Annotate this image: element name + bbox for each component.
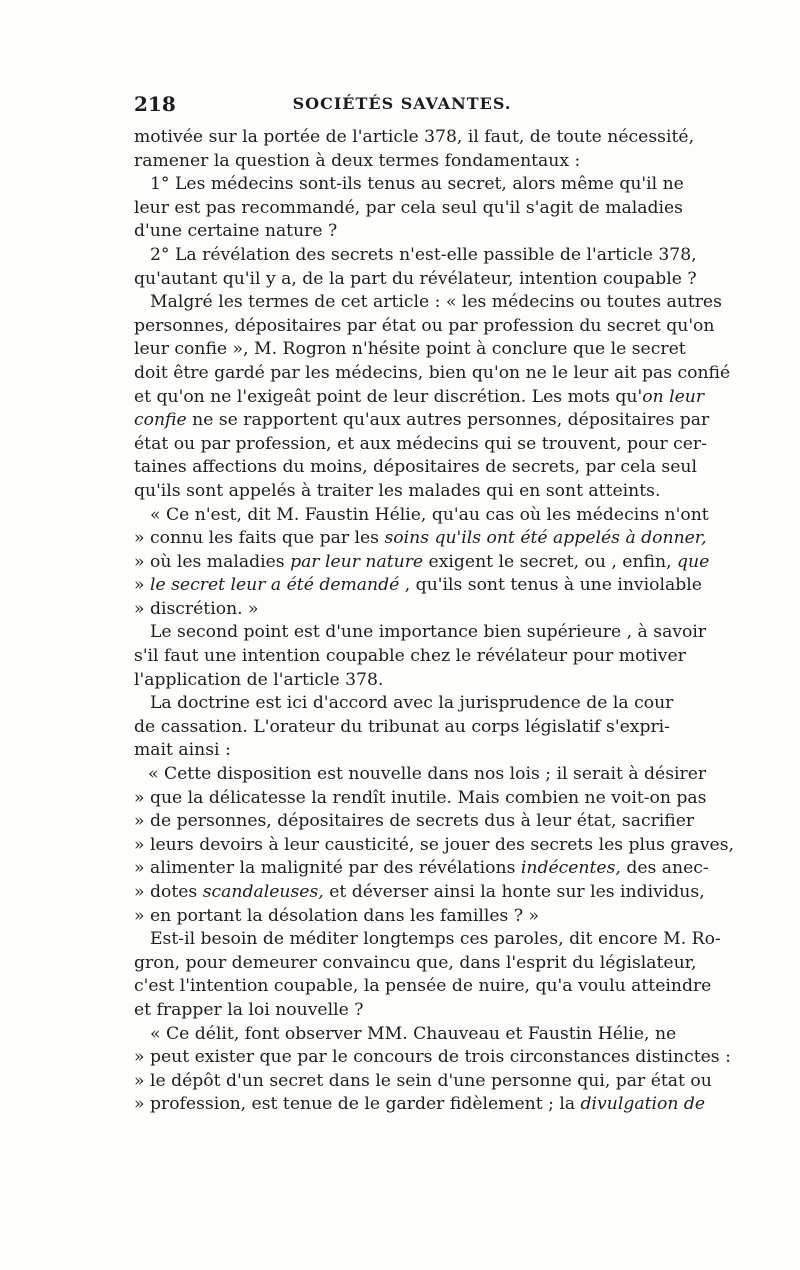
text-segment: l'application de l'article 378. <box>134 669 384 690</box>
page-number: 218 <box>134 92 176 116</box>
italic-text: divulgation de <box>580 1094 706 1115</box>
text-segment: Est-il besoin de méditer longtemps ces paroles, dit encore M. Ro- <box>150 929 721 950</box>
text-segment: état ou par profession, et aux médecins qui se trouvent, pour cer- <box>134 433 707 454</box>
text-segment: » de personnes, dépositaires de secrets dus à leur état, sacrifier <box>134 811 695 832</box>
text-segment: » en portant la désolation dans les familles ? » <box>134 905 540 926</box>
text-segment: Le second point est d'une importance bien supérieure , à savoir <box>150 622 707 643</box>
text-line <box>134 574 702 598</box>
text-line <box>134 1070 712 1094</box>
text-segment: » alimenter la malignité par des révélations <box>134 858 521 879</box>
text-segment: 2° La révélation des secrets n'est-elle passible de l'article 378, <box>150 244 697 265</box>
text-segment: de cassation. L'orateur du tribunat au corps législatif s'expri- <box>134 716 670 737</box>
text-line <box>134 857 709 881</box>
text-segment: « Ce n'est, dit M. Faustin Hélie, qu'au cas où les médecins n'ont <box>150 504 709 525</box>
text-segment: doit être gardé par les médecins, bien qu'on ne le leur ait pas confié <box>134 362 731 383</box>
text-segment: ne se rapportent qu'aux autres personnes, dépositaires par <box>186 410 710 431</box>
text-segment: exigent le secret, ou , enfin, <box>423 551 678 572</box>
text-segment: c'est l'intention coupable, la pensée de nuire, qu'a voulu atteindre <box>134 976 712 997</box>
text-line <box>134 975 712 999</box>
text-segment: » dotes <box>134 882 203 902</box>
text-segment: » <box>134 575 150 596</box>
text-line <box>134 834 735 858</box>
text-line <box>134 315 715 339</box>
text-segment: » profession, est tenue de le garder fidèlement ; la <box>134 1094 581 1115</box>
text-segment: et qu'on ne l'exigeât point de leur discrétion. Les mots qu' <box>134 386 643 407</box>
text-line <box>134 669 670 693</box>
text-line <box>134 1046 731 1070</box>
text-segment: Malgré les termes de cet article : « les médecins ou toutes autres <box>150 292 722 313</box>
text-line <box>134 739 670 763</box>
text-line <box>134 362 731 386</box>
text-line <box>134 999 670 1023</box>
text-line <box>134 150 670 174</box>
text-line <box>134 291 722 315</box>
text-line <box>134 244 697 268</box>
italic-text: on leur <box>642 386 705 407</box>
text-segment: » leurs devoirs à leur causticité, se jouer des secrets les plus graves, <box>134 834 735 855</box>
text-segment: leur est pas recommandé, par cela seul qu'il s'agit de maladies <box>134 197 683 218</box>
italic-text: soins qu'ils ont été appelés à donner, <box>384 528 707 549</box>
italic-text: par leur nature <box>290 551 424 572</box>
text-line <box>134 386 705 410</box>
text-segment: gron, pour demeurer convaincu que, dans l'esprit du législateur, <box>134 952 697 973</box>
text-line <box>134 480 670 504</box>
text-segment: « Cette disposition est nouvelle dans nos lois ; il serait à désirer <box>148 764 707 785</box>
text-segment: qu'autant qu'il y a, de la part du révélateur, intention coupable ? <box>134 268 697 289</box>
italic-text: scandaleuses, <box>202 882 324 902</box>
text-line <box>134 409 710 433</box>
text-line <box>134 1093 706 1117</box>
text-line <box>134 527 707 551</box>
text-line <box>134 220 670 244</box>
body-text <box>134 126 735 1117</box>
text-segment: des anec- <box>620 858 709 879</box>
text-segment: » peut exister que par le concours de trois circonstances distinctes : <box>134 1047 731 1068</box>
text-line <box>134 598 670 622</box>
text-line <box>134 456 697 480</box>
text-line <box>134 716 670 740</box>
text-line <box>134 126 695 150</box>
text-line <box>134 268 697 292</box>
text-line <box>134 881 705 905</box>
text-line <box>134 621 707 645</box>
text-segment: » que la délicatesse la rendît inutile. Mais combien ne voit-on pas <box>134 787 707 808</box>
text-segment: personnes, dépositaires par état ou par profession du secret qu'on <box>134 315 715 336</box>
text-segment: qu'ils sont appelés à traiter les malades qui en sont atteints. <box>134 480 661 501</box>
italic-text: que <box>677 551 710 572</box>
text-segment: mait ainsi : <box>134 740 231 761</box>
text-line <box>134 551 710 575</box>
text-line <box>134 645 686 669</box>
text-segment: » où les maladies <box>134 551 291 572</box>
page-header <box>134 92 670 122</box>
text-line <box>134 692 674 716</box>
text-segment: leur confie », M. Rogron n'hésite point à conclure que le secret <box>134 339 686 360</box>
text-segment: La doctrine est ici d'accord avec la jurisprudence de la cour <box>150 693 674 714</box>
text-line <box>134 905 670 929</box>
text-segment: taines affections du moins, dépositaires de secrets, par cela seul <box>134 457 697 478</box>
text-line <box>134 1023 677 1047</box>
text-segment: et frapper la loi nouvelle ? <box>134 999 364 1020</box>
text-line <box>134 433 707 457</box>
text-line <box>134 810 695 834</box>
text-line <box>134 504 709 528</box>
text-line <box>134 173 684 197</box>
text-line <box>134 197 683 221</box>
text-segment: , qu'ils sont tenus à une inviolable <box>399 575 702 596</box>
italic-text: indécentes, <box>520 858 621 879</box>
text-segment: » connu les faits que par les <box>134 528 385 549</box>
text-segment: « Ce délit, font observer MM. Chauveau et Faustin Hélie, ne <box>150 1023 677 1044</box>
text-line <box>134 763 707 787</box>
italic-text: le secret leur a été demandé <box>149 575 400 596</box>
italic-text: confie <box>134 410 187 431</box>
text-line <box>134 952 697 976</box>
text-line <box>134 787 707 811</box>
text-segment: et déverser ainsi la honte sur les individus, <box>323 882 705 902</box>
text-line <box>134 338 686 362</box>
text-segment: motivée sur la portée de l'article 378, il faut, de toute nécessité, <box>134 127 695 147</box>
text-segment: » discrétion. » <box>134 598 259 619</box>
text-line <box>134 928 721 952</box>
running-head: SOCIÉTÉS SAVANTES. <box>292 94 512 113</box>
text-segment: » le dépôt d'un secret dans le sein d'une personne qui, par état ou <box>134 1070 712 1091</box>
text-segment: ramener la question à deux termes fondamentaux : <box>134 150 581 171</box>
text-segment: 1° Les médecins sont-ils tenus au secret, alors même qu'il ne <box>150 174 684 195</box>
text-segment: s'il faut une intention coupable chez le révélateur pour motiver <box>134 646 686 667</box>
text-segment: d'une certaine nature ? <box>134 221 338 242</box>
